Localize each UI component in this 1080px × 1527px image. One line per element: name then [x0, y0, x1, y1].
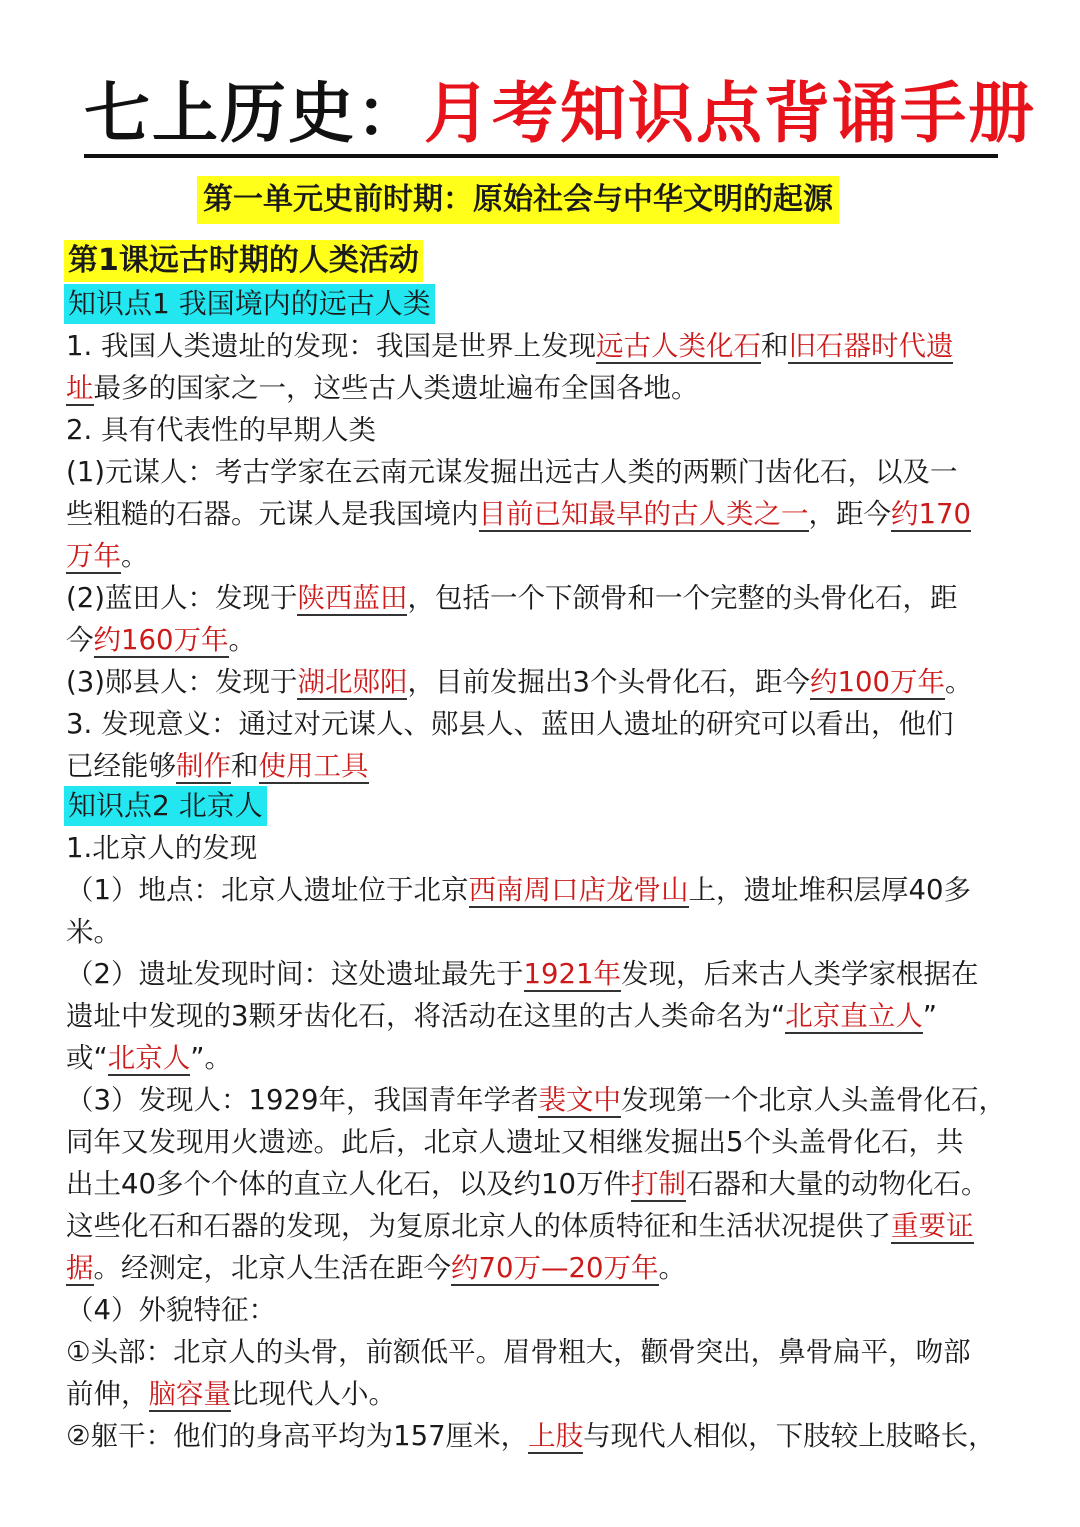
- text: （1）地点：北京人遗址位于北京: [66, 874, 469, 906]
- text-line: (1)元谋人：考古学家在云南元谋发掘出远古人类的两颗门齿化石，以及一: [66, 456, 958, 488]
- text: 今: [66, 624, 94, 656]
- text: 和: [760, 330, 789, 362]
- text: ”。: [190, 1042, 232, 1074]
- text: 比现代人小。: [231, 1378, 396, 1410]
- text-line: [66, 954, 979, 994]
- key-term: 据: [66, 1252, 94, 1284]
- key-term: 北京人: [107, 1042, 191, 1074]
- text: 。: [658, 1252, 686, 1284]
- text-line: [66, 870, 971, 910]
- page-title: [84, 74, 1036, 158]
- text-line: [66, 578, 957, 618]
- text: ，距今: [808, 498, 891, 530]
- text-line: [66, 996, 937, 1036]
- key-term: 脑容量: [148, 1378, 231, 1410]
- text-line: 2. 具有代表性的早期人类: [66, 414, 376, 446]
- text-line: [66, 1374, 396, 1414]
- text-line: [66, 1416, 996, 1456]
- key-term: 远古人类化石: [595, 330, 761, 362]
- text: 1. 我国人类遗址的发现：我国是世界上发现: [66, 330, 596, 362]
- key-term: 约160万年: [93, 624, 229, 656]
- text: 发现第一个北京人头盖骨化石，: [620, 1084, 1006, 1116]
- text-line: 3. 发现意义：通过对元谋人、郧县人、蓝田人遗址的研究可以看出，他们: [66, 708, 954, 740]
- key-term: 使用工具: [258, 750, 369, 782]
- text: (2)蓝田人：发现于: [66, 582, 298, 614]
- key-term: 约170: [891, 498, 971, 530]
- text: 些粗糙的石器。元谋人是我国境内: [66, 498, 479, 530]
- key-term: 重要证: [891, 1210, 974, 1242]
- key-term: 西南周口店龙骨山: [468, 874, 689, 906]
- title-handbook: 月考知识点背诵手册: [424, 74, 1036, 152]
- text: 。: [228, 624, 256, 656]
- text-line: [66, 1080, 1006, 1120]
- key-term: 湖北郧阳: [297, 666, 408, 698]
- text-line: [66, 326, 953, 366]
- text: ”: [922, 1000, 937, 1032]
- text-line: [66, 1164, 988, 1204]
- text-line: 1.北京人的发现: [66, 832, 258, 864]
- key-term: 旧石器时代遗: [788, 330, 954, 362]
- text: 。经测定，北京人生活在距今: [93, 1252, 451, 1284]
- text-line: [66, 1038, 232, 1078]
- unit-heading: 第一单元史前时期：原始社会与中华文明的起源: [197, 176, 839, 224]
- text: 与现代人相似，下肢较上肢略长，: [583, 1420, 996, 1452]
- text: 前伸，: [66, 1378, 149, 1410]
- text: (3)郧县人：发现于: [66, 666, 298, 698]
- text-line: [66, 1248, 686, 1288]
- lesson-heading: 第1课远古时期的人类活动: [64, 240, 423, 282]
- key-term: 约100万年: [809, 666, 945, 698]
- text: 和: [231, 750, 259, 782]
- text: ②躯干：他们的身高平均为157厘米，: [66, 1420, 529, 1452]
- text: （3）发现人：1929年，我国青年学者: [66, 1084, 539, 1116]
- text: （2）遗址发现时间：这处遗址最先于: [66, 958, 524, 990]
- text: 遗址中发现的3颗牙齿化石，将活动在这里的古人类命名为“: [66, 1000, 786, 1032]
- text: 。: [121, 540, 149, 572]
- text-line: （4）外貌特征：: [66, 1294, 276, 1326]
- key-term: 打制: [630, 1168, 686, 1200]
- text: ，目前发掘出3个头骨化石，距今: [407, 666, 810, 698]
- key-term: 址: [66, 372, 94, 404]
- text-line: [66, 620, 256, 660]
- title-subject: 七上历史：: [84, 74, 424, 152]
- text: 上，遗址堆积层厚40多: [688, 874, 971, 906]
- key-term: 约70万—20万年: [451, 1252, 659, 1284]
- text: 或“: [66, 1042, 108, 1074]
- text: 出土40多个个体的直立人化石，以及约10万件: [66, 1168, 631, 1200]
- key-term: 制作: [176, 750, 231, 782]
- key-term: 目前已知最早的古人类之一: [478, 498, 809, 530]
- key-term: 1921年: [523, 958, 621, 990]
- knowledge-point-2-heading: 知识点2 北京人: [64, 786, 267, 826]
- text-line: ①头部：北京人的头骨，前额低平。眉骨粗大，颧骨突出，鼻骨扁平，吻部: [66, 1336, 971, 1368]
- text-line: [66, 662, 972, 702]
- key-term: 万年: [66, 540, 121, 572]
- text: 这些化石和石器的发现，为复原北京人的体质特征和生活状况提供了: [66, 1210, 891, 1242]
- text-line: [66, 368, 699, 408]
- key-term: 陕西蓝田: [297, 582, 408, 614]
- text-line: [66, 494, 971, 534]
- text: 石器和大量的动物化石。: [685, 1168, 989, 1200]
- key-term: 北京直立人: [785, 1000, 923, 1032]
- key-term: 裴文中: [538, 1084, 621, 1116]
- text: 发现，后来古人类学家根据在: [621, 958, 979, 990]
- text: ，包括一个下颌骨和一个完整的头骨化石，距: [407, 582, 958, 614]
- text: 最多的国家之一，这些古人类遗址遍布全国各地。: [93, 372, 699, 404]
- key-term: 上肢: [528, 1420, 584, 1452]
- knowledge-point-1-heading: 知识点1 我国境内的远古人类: [64, 284, 435, 324]
- text-line: [66, 1206, 974, 1246]
- text-line: 同年又发现用火遗迹。此后，北京人遗址又相继发掘出5个头盖骨化石，共: [66, 1126, 964, 1158]
- text-line: [66, 746, 369, 786]
- text: 已经能够: [66, 750, 176, 782]
- text: 。: [944, 666, 973, 698]
- text-line: [66, 536, 149, 576]
- text-line: 米。: [66, 916, 121, 948]
